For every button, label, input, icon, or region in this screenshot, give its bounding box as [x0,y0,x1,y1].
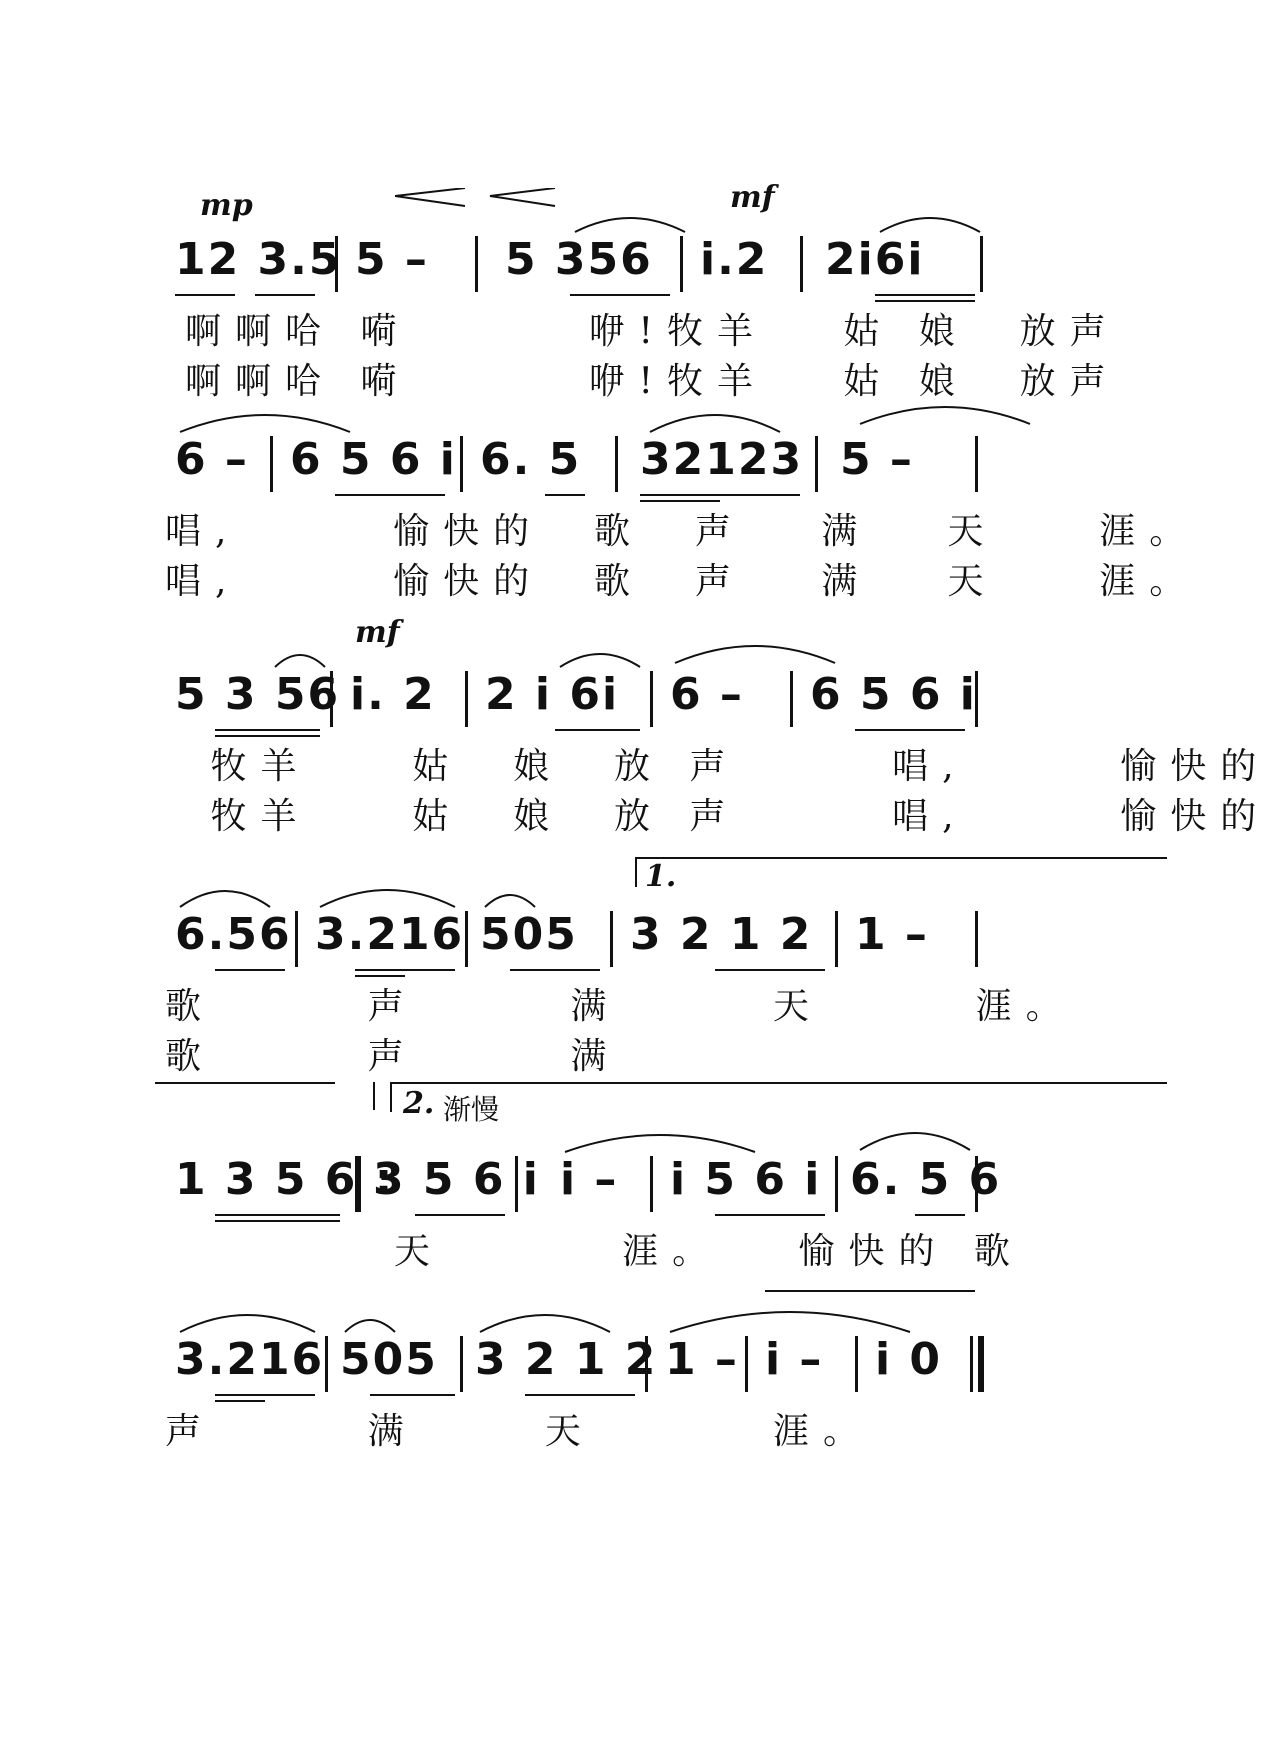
lyric-line-2: 牧羊 姑 娘 放 声 唱, 愉快的 [185,796,1271,837]
barline [650,1156,653,1212]
score-system-6 [165,1330,1095,1452]
measure-3: 6. 5 [480,434,582,485]
barline [465,911,468,967]
measure-3: 3 2 1 2 [475,1334,658,1385]
barline [815,436,818,492]
lyric-line-1: 天 涯。 愉快的 歌 [165,1231,1024,1272]
measure-2: 5 – [355,234,429,285]
measure-5: 6. 5 6 [850,1154,1002,1205]
barline [475,236,478,292]
dynamic-mp: mp [200,188,253,223]
score-system-1 [175,180,1120,402]
measure-4: i.2 [700,234,769,285]
barline [645,1336,648,1392]
crescendo-hairpins [395,188,575,218]
measure-2: i. 2 [350,669,436,720]
measure-2: 3 5 6 i [373,1154,540,1205]
barline [975,436,978,492]
measure-1: 1 3 5 6 : [175,1154,395,1205]
measure-5: 6 5 6 i [810,669,977,720]
measure-1: 5 3 56 [175,669,341,720]
measure-1: 3.216 [175,1334,325,1385]
lyric-line-1: 唱, 愉快的 歌 声 满 天 涯。 [165,511,1200,552]
barline [460,436,463,492]
measure-3: 2 i 6i [485,669,620,720]
barline [270,436,273,492]
repeat-barline [355,1156,361,1212]
measure-4: 32123 [640,434,804,485]
measure-3: 5 356 [505,234,653,285]
barline [980,236,983,292]
score-system-5 [165,1086,1095,1272]
measure-2: 6 5 6 i [290,434,457,485]
lyric-line-2: 歌 声 满 [165,1036,621,1077]
notes-row [175,1330,1095,1400]
measure-4: i 5 6 i [670,1154,822,1205]
lyric-line-2: 唱, 愉快的 歌 声 满 天 涯。 [165,561,1200,602]
measure-6: i 0 [875,1334,943,1385]
measure-5: 5 – [840,434,914,485]
notes-row [175,1150,1095,1220]
measure-4: 1 – [665,1334,739,1385]
measure-1: 6 – [175,434,249,485]
measure-4: 6 – [670,669,744,720]
barline [745,1336,748,1392]
lyric-line-1: 啊啊哈 嗬 咿!牧羊 姑 娘 放声 [185,311,1120,352]
volta-1-label: 1. [645,859,677,894]
final-barline-thick [978,1336,984,1392]
lyric-line-1: 歌 声 满 天 涯。 [165,986,1076,1027]
tempo-marking: 渐慢 [443,1093,500,1126]
score-system-2 [165,430,1200,602]
barline [330,671,333,727]
dynamic-mf: mf [355,615,400,650]
measure-1: 6.56 [175,909,292,960]
volta-2-bracket [390,1082,1167,1112]
notes-row [175,665,1095,735]
final-barline [970,1336,973,1392]
measure-3: 505 [480,909,578,960]
measure-3: i – [560,1154,619,1205]
barline [610,911,613,967]
dynamic-mf: mf [730,180,775,215]
measure-4: 3 2 1 2 [630,909,813,960]
barline [615,436,618,492]
barline [790,671,793,727]
barline [335,236,338,292]
notes-row [175,230,1095,300]
volta-2-label: 2. [403,1086,435,1121]
barline [465,671,468,727]
barline [295,911,298,967]
score-system-3 [175,615,1271,837]
measure-1: 12 3.5 [175,234,342,285]
barline [460,1336,463,1392]
barline [975,911,978,967]
barline [835,1156,838,1212]
measure-5: i – [765,1334,824,1385]
barline [325,1336,328,1392]
barline [855,1336,858,1392]
volta-1-bracket [635,857,1167,887]
lyric-line-1: 声 满 天 涯。 [165,1411,873,1452]
barline [975,671,978,727]
measure-5: 1 – [855,909,929,960]
barline [835,911,838,967]
score-system-4 [165,859,1095,1077]
lyric-line-1: 牧羊 姑 娘 放 声 唱, 愉快的 [185,746,1271,787]
barline [800,236,803,292]
barline [650,671,653,727]
barline [515,1156,518,1212]
barline [975,1156,978,1212]
measure-2: 505 [340,1334,438,1385]
measure-5: 2i6i [825,234,925,285]
measure-2: 3.216 [315,909,465,960]
barline [680,236,683,292]
lyric-line-2: 啊啊哈 嗬 咿!牧羊 姑 娘 放声 [185,361,1120,402]
notes-row [175,430,1095,500]
notes-row [175,905,1095,975]
